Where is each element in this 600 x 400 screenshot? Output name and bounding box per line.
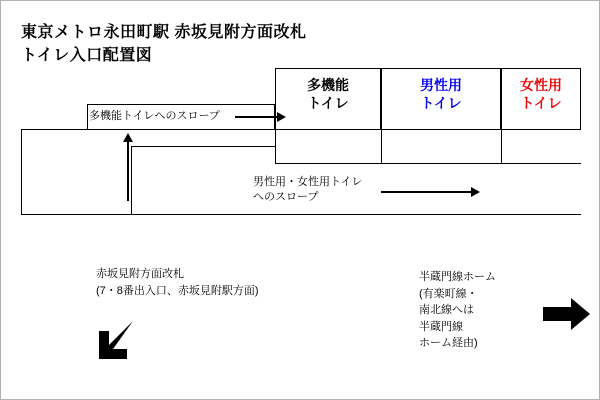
room-multi-label-1: 多機能 xyxy=(307,77,349,93)
label-mens-womens-slope xyxy=(253,175,362,205)
page-title xyxy=(21,21,306,67)
label-mens-womens-slope-line2: へのスロープ xyxy=(253,190,319,203)
caption-left-line-2: (7・8番出入口、赤坂見附駅方面) xyxy=(96,284,259,297)
arrow-to-multi-toilet-icon xyxy=(277,112,286,122)
caption-right-line-3: 南北線へは xyxy=(419,304,474,316)
room-mens-toilet xyxy=(381,68,501,130)
corridor-left-wall xyxy=(21,129,22,215)
room-womens-toilet xyxy=(501,68,581,130)
room-women-label-2: トイレ xyxy=(520,94,562,111)
title-line-2: トイレ入口配置図 xyxy=(21,47,153,65)
lower-corridor-vertical-wall xyxy=(131,146,132,214)
lower-corridor-wall xyxy=(131,146,275,147)
arrow-up-line xyxy=(127,141,129,201)
caption-right-line-5: ホーム経由) xyxy=(419,337,478,349)
arrow-to-multi-toilet-line xyxy=(235,116,279,118)
room-multi-label-2: トイレ xyxy=(307,94,349,111)
title-line-1: 東京メトロ永田町駅 赤坂見附方面改札 xyxy=(21,24,307,41)
partition-right xyxy=(501,130,502,164)
partition-middle xyxy=(381,130,382,164)
arrow-southwest-icon xyxy=(93,319,141,363)
label-multi-toilet-slope: 多機能トイレへのスロープ xyxy=(89,110,220,122)
corridor-bottom-wall xyxy=(21,214,581,215)
caption-right-line-4: 半蔵門線 xyxy=(419,320,463,333)
caption-akasakamitsuke-gate xyxy=(96,266,259,299)
arrow-up-icon xyxy=(123,133,133,142)
caption-hanzomon-line-platform xyxy=(419,269,496,352)
floor-plan-diagram xyxy=(21,77,581,231)
arrow-to-mens-womens-line xyxy=(381,191,473,193)
room-women-label-1: 女性用 xyxy=(520,77,562,93)
arrow-to-mens-womens-icon xyxy=(471,187,480,197)
room-men-label-2: トイレ xyxy=(420,94,462,111)
room-multi-purpose-toilet xyxy=(275,68,381,130)
partition-bottom xyxy=(275,163,581,164)
arrow-east-icon xyxy=(543,297,591,331)
label-mens-womens-slope-line1: 男性用・女性用トイレ xyxy=(253,176,363,188)
partition-left xyxy=(275,130,276,164)
room-men-label-1: 男性用 xyxy=(420,77,462,93)
caption-right-line-2: (有楽町線・ xyxy=(419,287,478,300)
caption-right-line-1: 半蔵門線ホーム xyxy=(419,271,496,283)
caption-left-line-1: 赤坂見附方面改札 xyxy=(96,268,184,280)
